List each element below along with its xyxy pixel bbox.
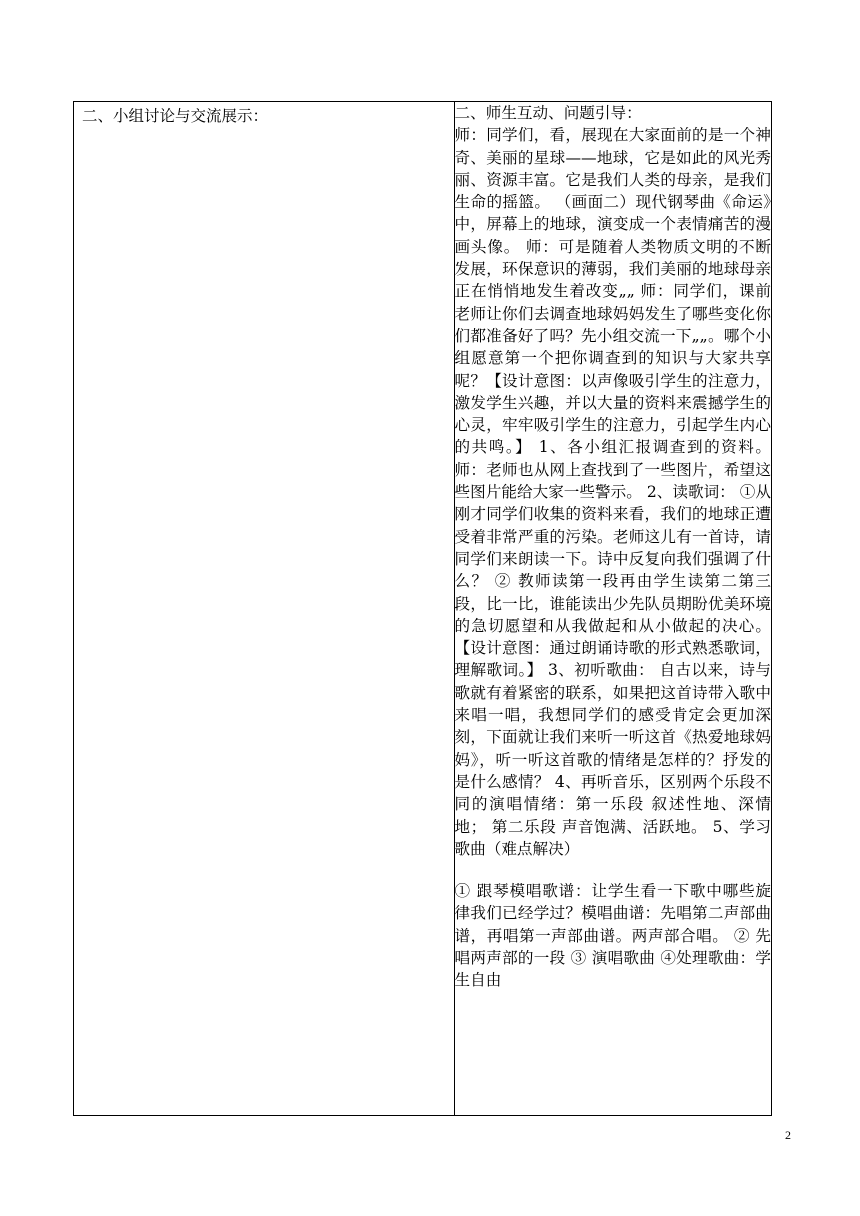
right-cell xyxy=(454,102,771,1116)
right-heading: 二、师生互动、问题引导： xyxy=(454,104,642,122)
lesson-plan-table xyxy=(73,101,772,1116)
right-paragraph-1: 师：同学们，看，展现在大家面前的是一个神奇、美丽的星球——地球，它是如此的风光秀丽、资源丰富。它是我们人类的母亲，是我们生命的摇篮。 （画面二）现代钢琴曲《命运》中，屏幕上的地球，演变成一个表情痛苦的漫画头像。 师：可是随着人类物质文明的不断发展，环保意识的薄弱，我们美丽的地球母亲正在悄悄地发生着改变„„ 师：同学们，课前老师让你们去调查地球妈妈发生了哪些变化你们都准备好了吗？先小组交流一下„„。哪个小组愿意第一个把你调查到的知识与大家共享呢？【设计意图：以声像吸引学生的注意力，激发学生兴趣，并以大量的资料来震撼学生的心灵，牢牢吸引学生的注意力，引起学生内心的共鸣。】 1、各小组汇报调查到的资料。 师：老师也从网上查找到了一些图片，希望这些图片能给大家一些警示。 2、读歌词： ①从刚才同学们收集的资料来看，我们的地球正遭受着非常严重的污染。老师这儿有一首诗，请同学们来朗读一下。诗中反复向我们强调了什么？ ② 教师读第一段再由学生读第二第三段，比一比，谁能读出少先队员期盼优美环境的急切愿望和从我做起和从小做起的决心。【设计意图：通过朗诵诗歌的形式熟悉歌词，理解歌词。】 3、初听歌曲： 自古以来，诗与歌就有着紧密的联系，如果把这首诗带入歌中来唱一唱，我想同学们的感受肯定会更加深刻，下面就让我们来听一听这首《热爱地球妈妈》，听一听这首歌的情绪是怎样的？抒发的是什么感情？ 4、再听音乐，区别两个乐段不同的演唱情绪：第一乐段 叙述性地、深情地； 第二乐段 声音饱满、活跃地。 5、学习歌曲（难点解决） xyxy=(454,126,771,858)
page-number: 2 xyxy=(785,1128,791,1142)
left-heading: 二、小组讨论与交流展示： xyxy=(82,107,269,125)
table-row xyxy=(74,102,772,1116)
paragraph-gap xyxy=(455,860,771,880)
left-cell xyxy=(74,102,455,1116)
right-paragraph-2: ① 跟琴模唱歌谱：让学生看一下歌中哪些旋律我们已经学过？模唱曲谱：先唱第二声部曲谱，再唱第一声部曲谱。两声部合唱。 ② 先唱两声部的一段 ③ 演唱歌曲 ④处理歌曲：学生自由 xyxy=(454,882,771,990)
